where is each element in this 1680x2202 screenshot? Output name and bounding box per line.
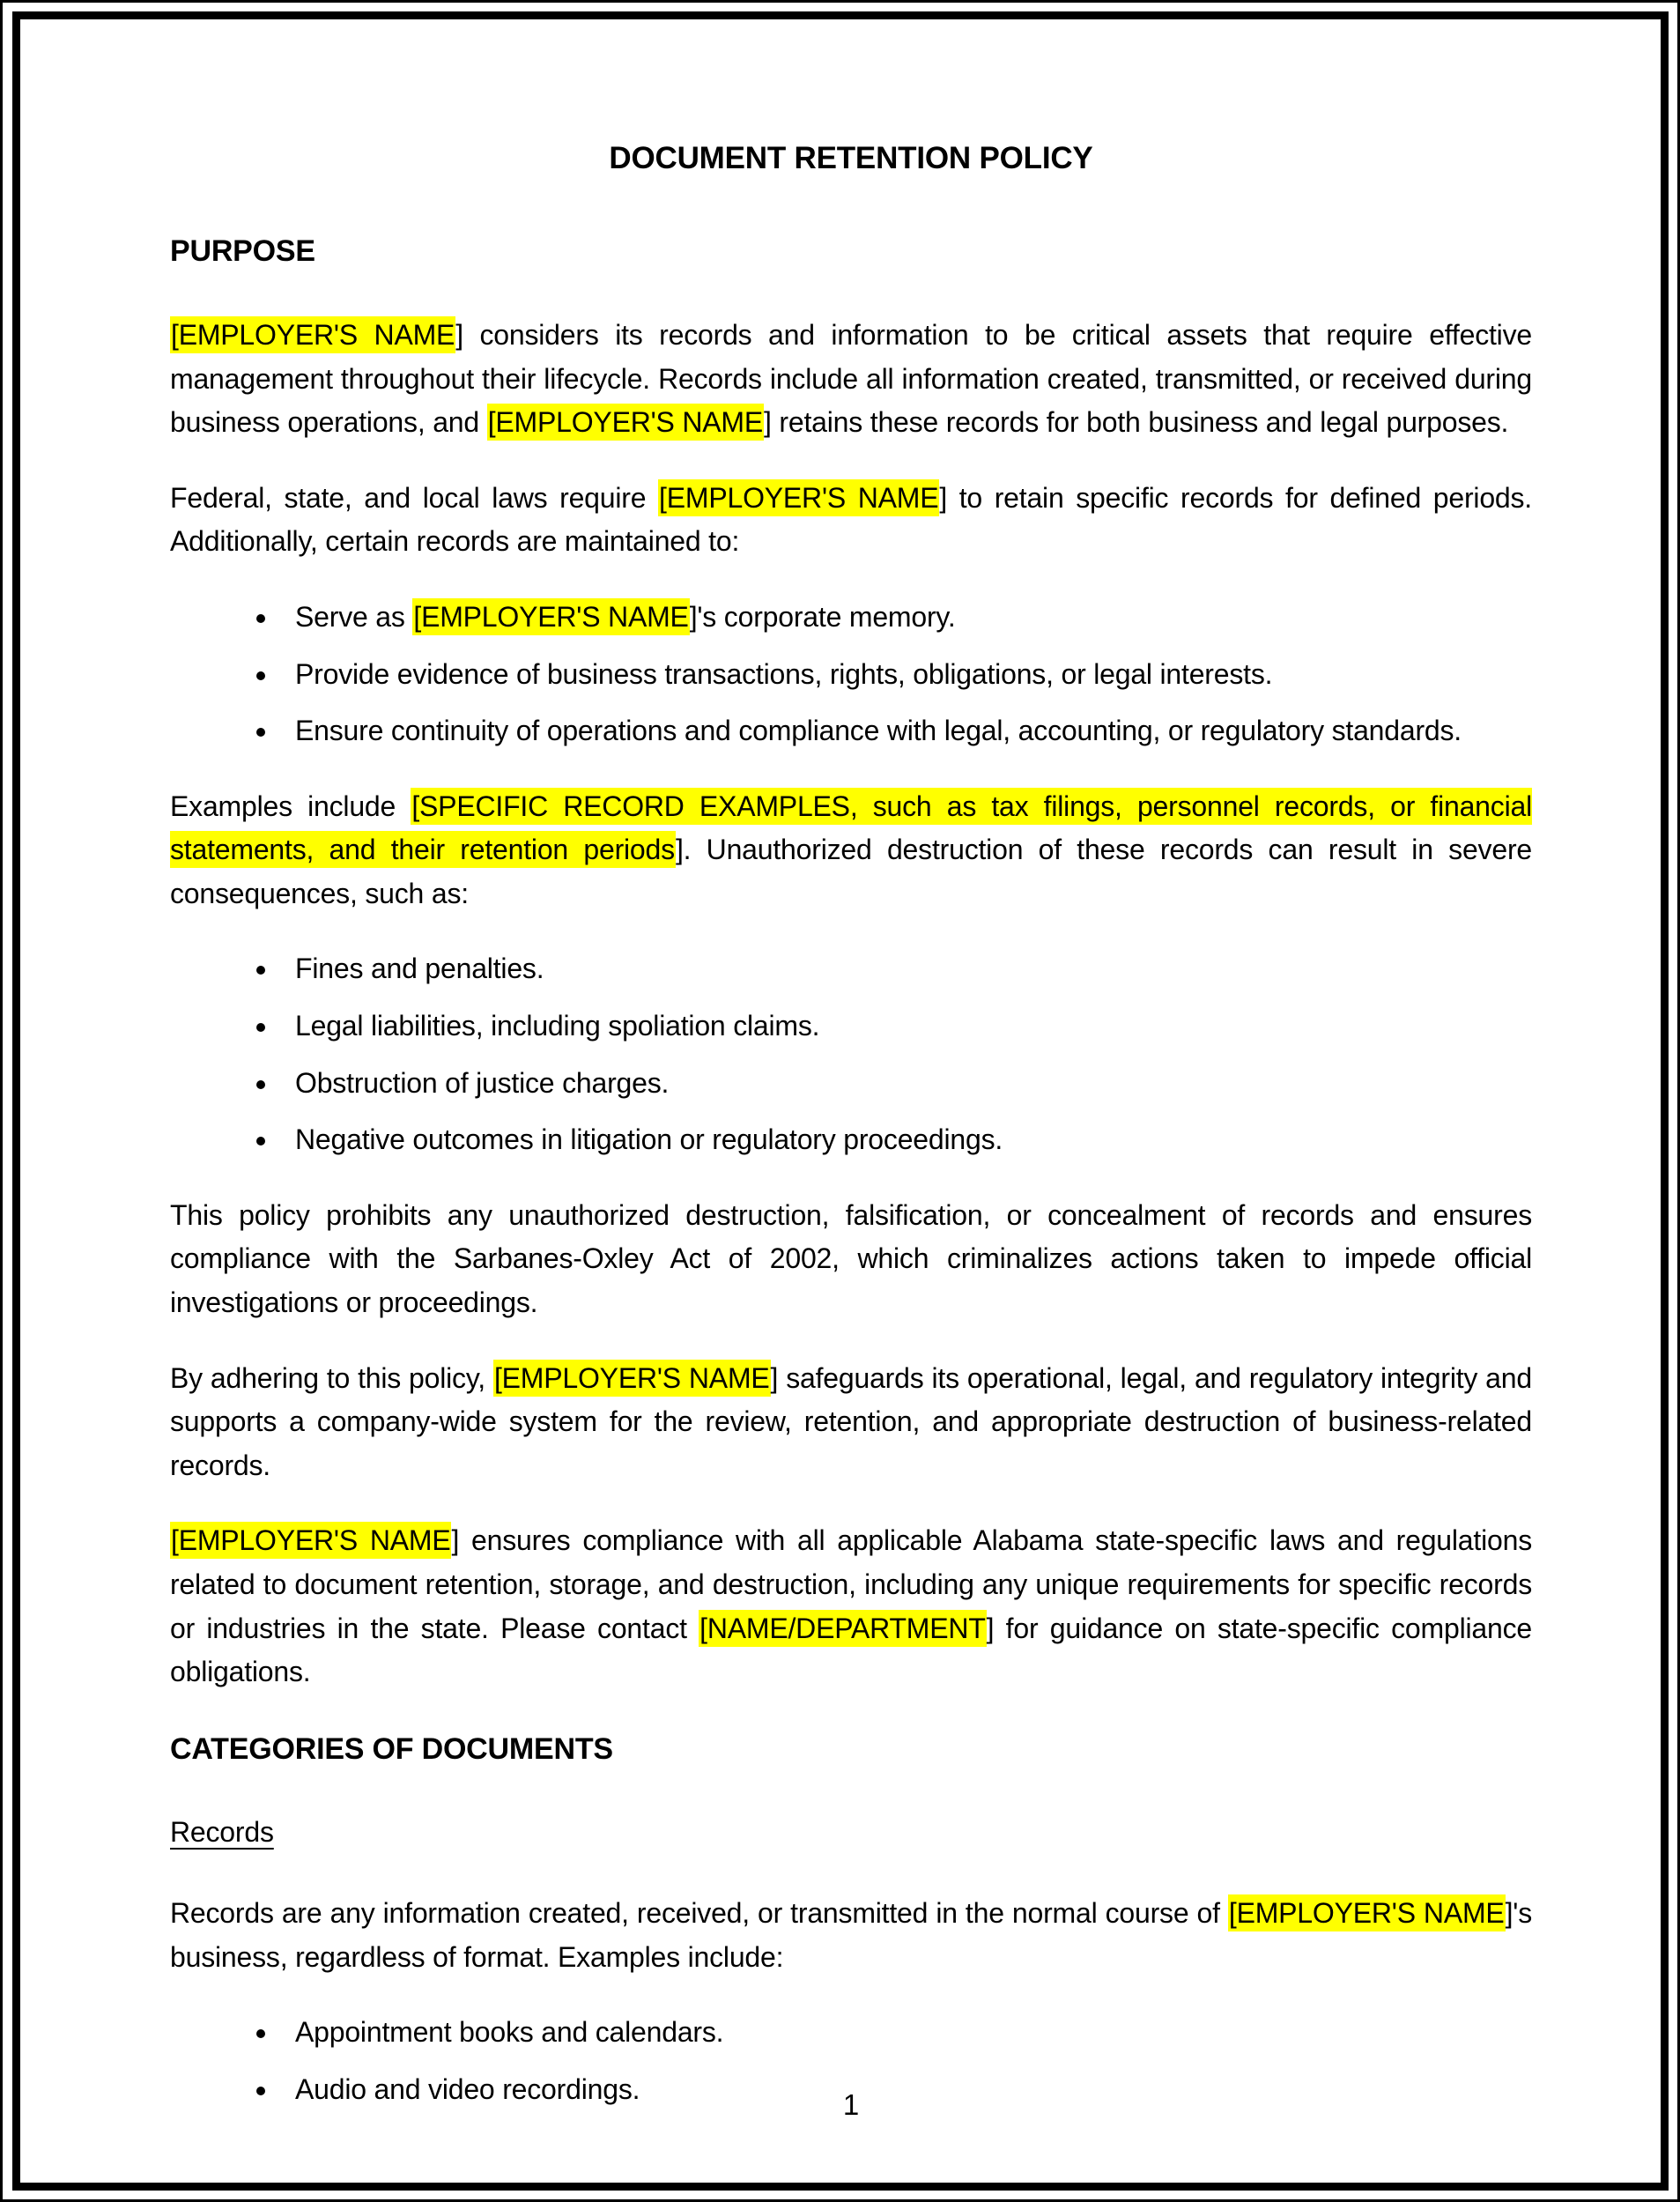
text-run: Examples include [170, 790, 411, 822]
paragraph [170, 1357, 1532, 1488]
list-item [279, 709, 1532, 753]
list-item [279, 1005, 1532, 1049]
list-item [279, 596, 1532, 640]
paragraph [170, 785, 1532, 916]
highlighted-placeholder: [EMPLOYER'S NAME [1228, 1894, 1506, 1931]
highlighted-placeholder: [NAME/DEPARTMENT [699, 1610, 987, 1647]
text-run: ] safeguards its operational, legal, and regulatory integrity and supports a company-wide system for the review, retention, and appropriate destruction of business-related records. [170, 1361, 1532, 1481]
text-run: Records are any information created, received, or transmitted in the normal course of [170, 1897, 1228, 1930]
bullet-list [170, 596, 1532, 753]
text-run: ]'s corporate memory. [689, 600, 956, 633]
text-run: ] retains these records for both business and legal purposes. [764, 406, 1509, 439]
highlighted-placeholder: [EMPLOYER'S NAME [170, 316, 455, 353]
text-run: Provide evidence of business transactions, rights, obligations, or legal interests. [295, 657, 1273, 690]
text-run: Legal liabilities, including spoliation claims. [295, 1010, 820, 1042]
text-run: Appointment books and calendars. [295, 2016, 724, 2049]
document-content [170, 135, 1532, 2143]
list-item [279, 947, 1532, 991]
heading [170, 1726, 1532, 1773]
title [170, 135, 1532, 182]
list-item [279, 2011, 1532, 2055]
text-run: CATEGORIES OF DOCUMENTS [170, 1731, 613, 1766]
text-run: Audio and video recordings. [295, 2072, 640, 2105]
text-run: ] for guidance on state-specific compliance obligations. [170, 1612, 1532, 1688]
text-run: Fines and penalties. [295, 953, 544, 985]
highlighted-placeholder: [EMPLOYER'S NAME [487, 404, 764, 441]
paragraph [170, 1194, 1532, 1325]
page-number: 1 [842, 2088, 860, 2121]
text-run: This policy prohibits any unauthorized destruction, falsification, or concealment of records and ensures compliance with the Sarbanes-Oxley Act of 2002, which criminalizes actions taken to impede official investigations or proceedings. [170, 1198, 1532, 1319]
text-run: ] considers its records and information to be critical assets that require effective management throughout their lifecycle. Records include all information created, transmitted, or received during business operations, and [170, 318, 1532, 439]
text-run: By adhering to this policy, [170, 1361, 493, 1394]
text-run: Ensure continuity of operations and compliance with legal, accounting, or regulatory standards. [295, 715, 1462, 747]
list-item [279, 653, 1532, 697]
text-run: Negative outcomes in litigation or regulatory proceedings. [295, 1123, 1003, 1156]
text-run: ]. Unauthorized destruction of these records can result in severe consequences, such as: [170, 834, 1532, 909]
text-run: Records [170, 1816, 274, 1849]
highlighted-placeholder: [EMPLOYER'S NAME [170, 1522, 451, 1559]
list-item [279, 1118, 1532, 1162]
paragraph [170, 1519, 1532, 1694]
highlighted-placeholder: [EMPLOYER'S NAME [493, 1360, 771, 1397]
text-run: Obstruction of justice charges. [295, 1066, 670, 1099]
paragraph [170, 1892, 1532, 1979]
highlighted-placeholder: [EMPLOYER'S NAME [412, 598, 689, 635]
text-run: ]'s business, regardless of format. Examples include: [170, 1897, 1532, 1973]
text-run: ] ensures compliance with all applicable Alabama state-specific laws and regulations related to document retention, storage, and destruction, including any unique requirements for specific records or industries in the state. Please contact [170, 1524, 1532, 1644]
text-run: Federal, state, and local laws require [170, 481, 659, 514]
heading [170, 228, 1532, 275]
text-run: PURPOSE [170, 234, 315, 269]
text-run: ] to retain specific records for defined periods. Additionally, certain records are maintained to: [170, 481, 1532, 558]
list-item [279, 1062, 1532, 1106]
text-run: DOCUMENT RETENTION POLICY [609, 141, 1093, 175]
paragraph [170, 314, 1532, 445]
text-run: Serve as [295, 600, 413, 633]
highlighted-placeholder: [EMPLOYER'S NAME [658, 479, 939, 516]
highlighted-placeholder: [SPECIFIC RECORD EXAMPLES, such as tax filings, personnel records, or financial statements, and their retention periods [170, 788, 1532, 869]
bullet-list [170, 947, 1532, 1161]
subheading [170, 1811, 1532, 1855]
paragraph [170, 477, 1532, 564]
